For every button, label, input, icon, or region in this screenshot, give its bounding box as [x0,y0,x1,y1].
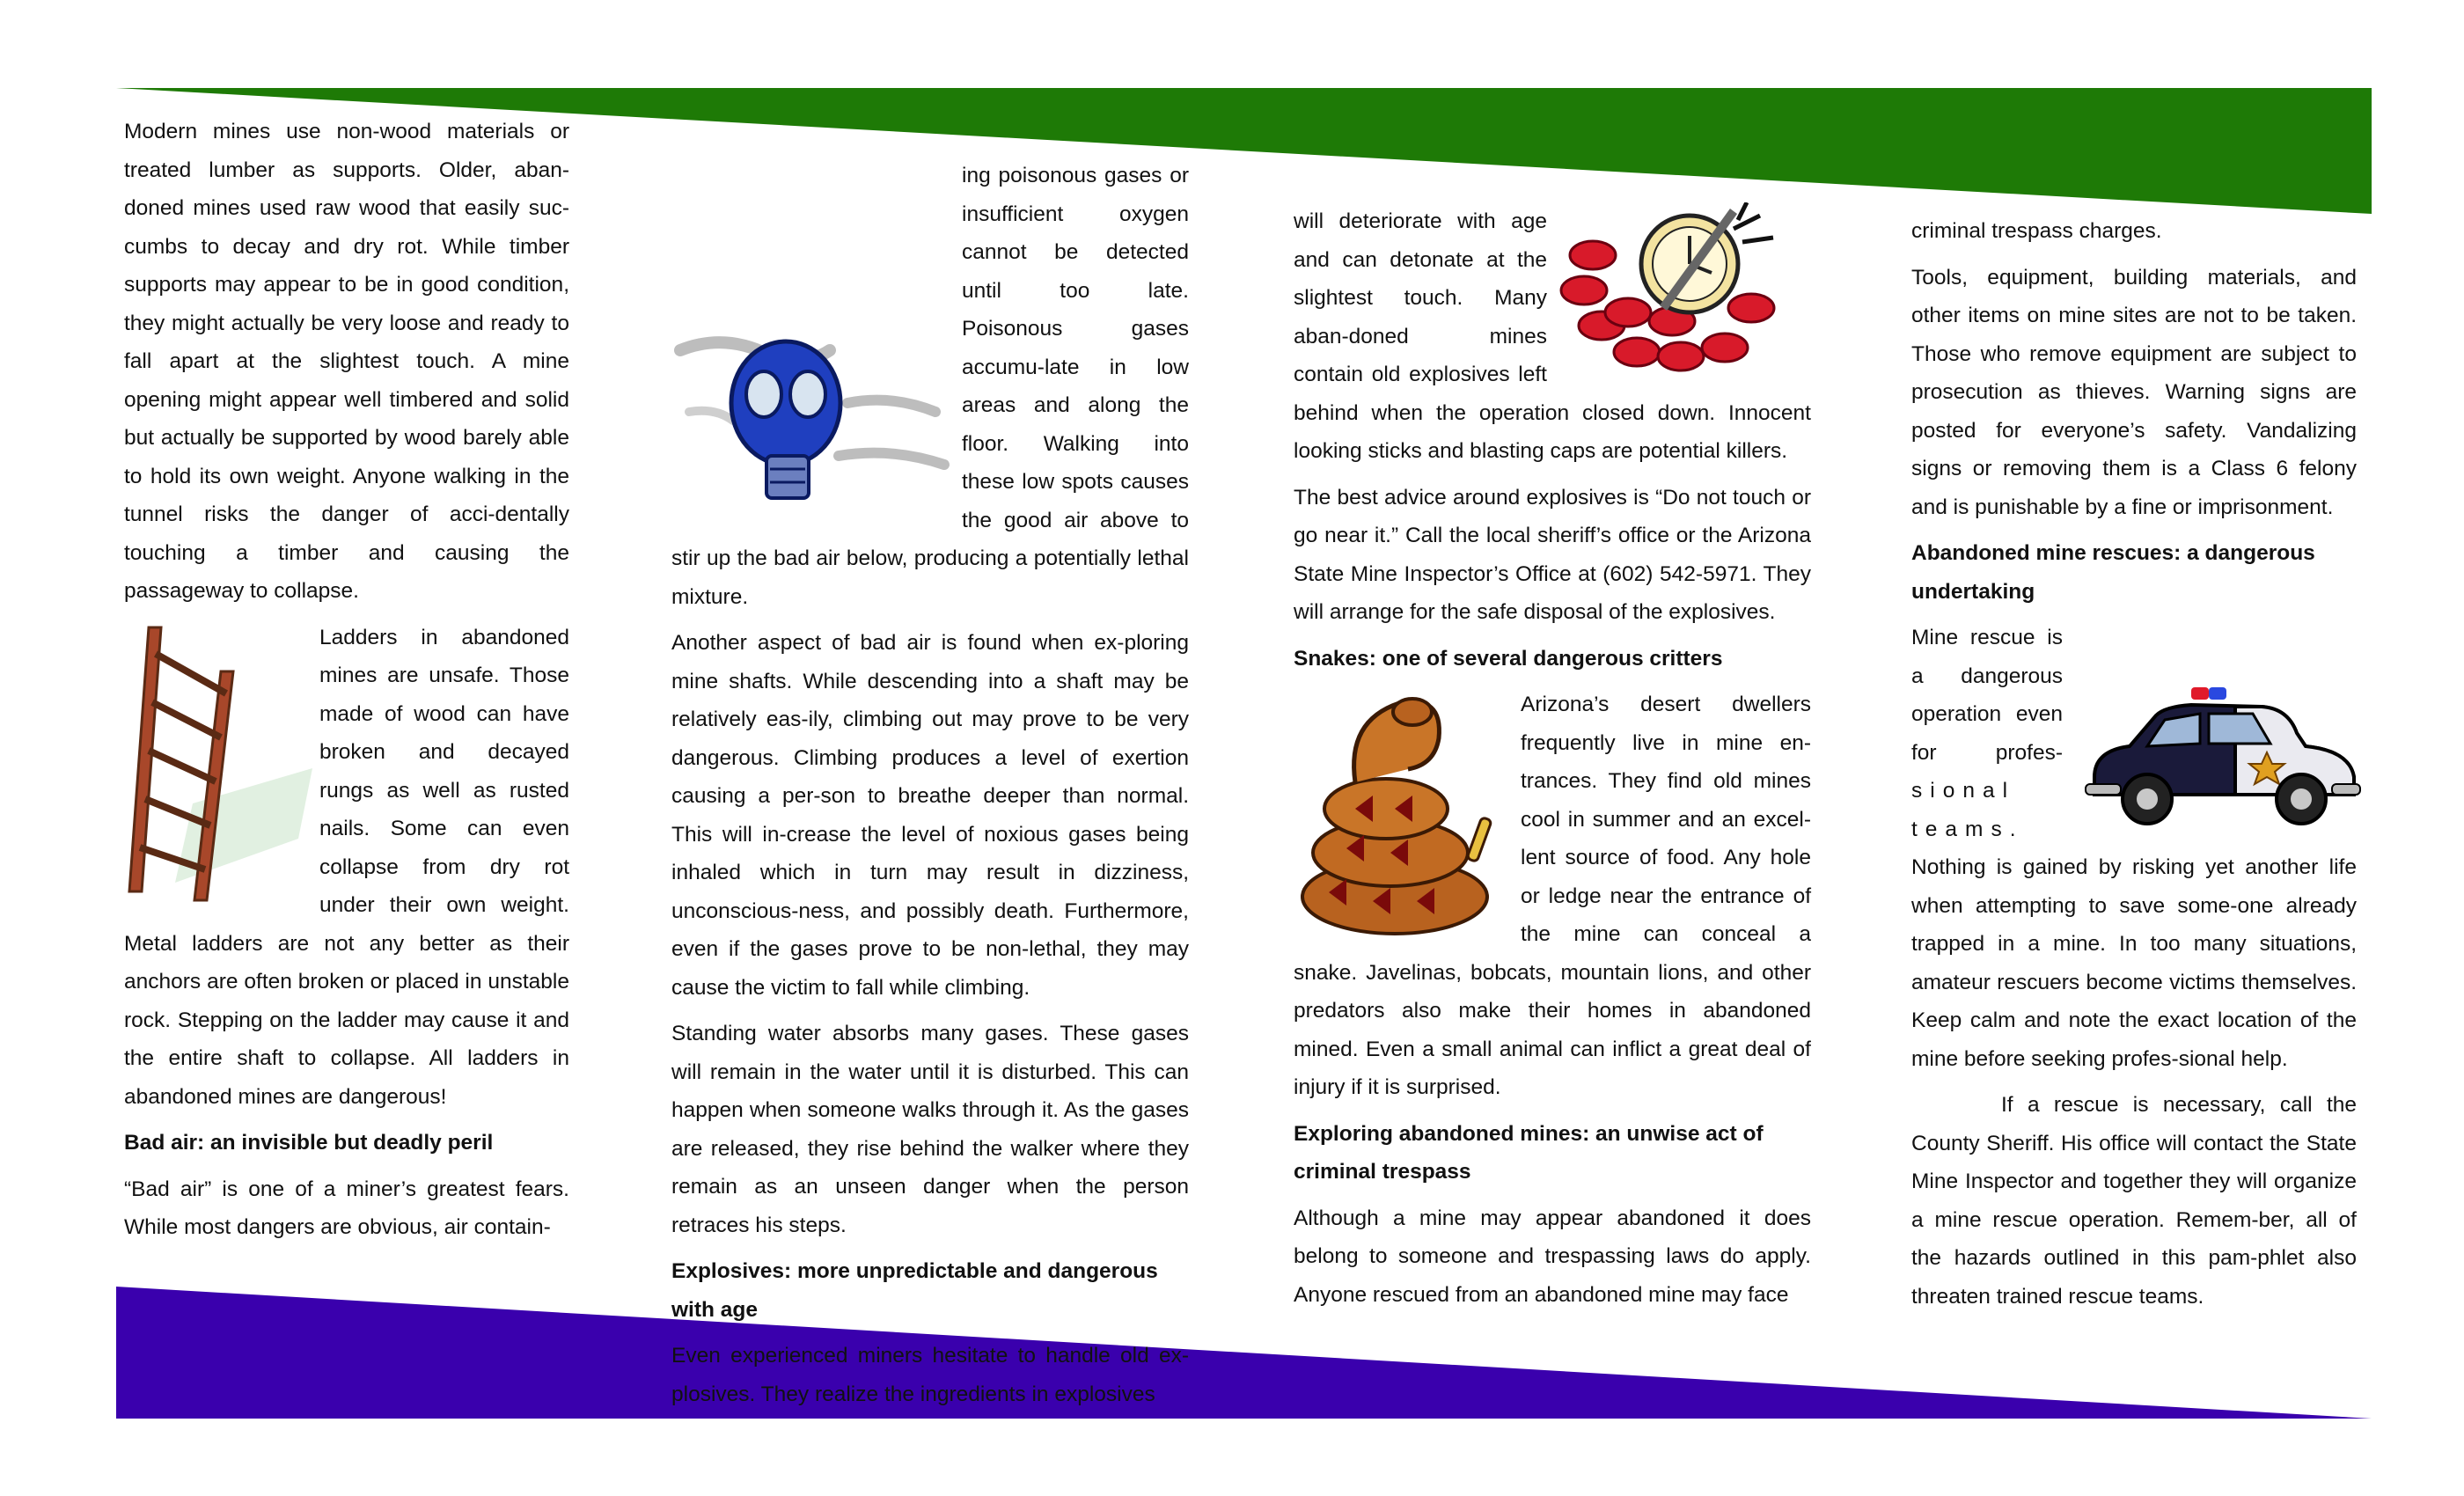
col4-paragraph-2: Tools, equipment, building materials, and other items on mine sites are not to be taken. Those who remove equipment are subject to prosecution as thieves. Warning signs are posted for everyone’s safety. Vandalizing signs or removing them is a Class 6 felony and is punishable by a fine or imprisonment. [1911,265,2357,519]
column-1 [124,113,569,1255]
col3-paragraph-1: will deteriorate with age and can detonate at the slightest touch. Many aban-doned mines contain old explosives left behind when the operation closed down. Innocent looking sticks and blasting caps are potential killers. [1294,202,1811,471]
snakes-heading: Snakes: one of several dangerous critters [1294,646,1723,671]
col1-paragraph-1: Modern mines use non-wood materials or treated lumber as supports. Older, aban-doned mines used raw wood that easily suc-cumbs to decay and dry rot. While timber supports may appear to be in good condition, they might actually be very loose and ready to fall apart at the slightest touch. A mine opening might appear well timbered and solid but actually be supported by wood barely able to hold its own weight. Anyone walking in the tunnel risks the danger of acci-dentally touching a timber and causing the passageway to collapse. [124,120,569,603]
col1-paragraph-3: “Bad air” is one of a miner’s greatest fears. While most dangers are obvious, air contain- [124,1177,569,1239]
gas-mask-icon [671,324,953,510]
police-car-icon [2077,680,2367,839]
col3-paragraph-3: Arizona’s desert dwellers frequently live in mine en-trances. They find old mines cool in summer and an excel-lent source of food. Any hole or ledge near the entrance of the mine can conceal a snake. Javelinas, bobcats, mountain lions, and other predators also make their homes in abandoned mined. Even a small animal can inflict a great deal of injury if it is surprised. [1294,686,1811,1107]
explosives-heading: Explosives: more unpredictable and dangerous with age [671,1259,1158,1322]
bad-air-heading: Bad air: an invisible but deadly peril [124,1131,494,1155]
col4-paragraph-1: criminal trespass charges. [1911,219,2162,243]
col3-paragraph-4: Although a mine may appear abandoned it does belong to someone and trespassing laws do apply. Anyone rescued from an abandoned mine may face [1294,1206,1811,1307]
ladder-icon [122,619,312,911]
column-2 [671,157,1189,1421]
rattlesnake-icon [1294,686,1505,941]
col2-paragraph-1: ing poisonous gases or insufficient oxygen cannot be detected until too late. Poisonous gases accumu-late in low areas and along the floor. Walking into these low spots causes the good air above to stir up the bad air below, producing a potentially lethal mixture. [671,164,1189,609]
rescues-heading: Abandoned mine rescues: a dangerous undertaking [1911,541,2315,604]
col2-paragraph-3: Standing water absorbs many gases. These gases will remain in the water until it is disturbed. This can happen when someone walks through it. As the gases are released, they rise behind the walker where they remain as an unseen danger when the person retraces his steps. [671,1022,1189,1237]
col3-paragraph-2: The best advice around explosives is “Do not touch or go near it.” Call the local sheriff’s office or the Arizona State Mine Inspector’s Office at (602) 542-5971. They will arrange for the safe disposal of the explosives. [1294,485,1811,624]
column-3 [1294,202,1811,1322]
col1-paragraph-2: Ladders in abandoned mines are unsafe. Those made of wood can have broken and decayed rungs as well as rusted nails. Some can even collapse from dry rot under their own weight. Metal ladders are not any better as their anchors are often broken or placed in unstable rock. Stepping on the ladder may cause it and the entire shaft to collapse. All ladders in abandoned mines are dangerous! [124,619,569,1117]
col2-paragraph-2: Another aspect of bad air is found when ex-ploring mine shafts. While descending into a shaft may be relatively eas-ily, climbing out may prove to be very dangerous. Climbing produces a level of exertion causing a per-son to breathe deeper than normal. This will in-crease the level of noxious gases being inhaled which in turn may result in dizziness, unconscious-ness, and possibly death. Furthermore, even if the gases prove to be non-lethal, they may cause the victim to fall while climbing. [671,631,1189,1000]
col4-paragraph-4: If a rescue is necessary, call the County Sheriff. His office will contact the State Mine Inspector and together they will organize a mine rescue operation. Remem-ber, all of the hazards outlined in this pam-phlet also threaten trained rescue teams. [1911,1093,2357,1309]
dynamite-clock-icon [1558,202,1822,378]
col2-paragraph-4: Even experienced miners hesitate to handle old ex-plosives. They realize the ingredients in explosives [671,1344,1189,1406]
column-4 [1911,212,2357,1324]
col4-paragraph-3: Mine rescue is a dangerous operation even for profes- sional teams. Nothing is gained by risking yet another life when attempting to save some-one already trapped in a mine. In too many situations, amateur rescuers become victims themselves. Keep calm and note the exact location of the mine before seeking profes-sional help. [1911,619,2357,1078]
trespass-heading: Exploring abandoned mines: an unwise act of criminal trespass [1294,1121,1764,1184]
